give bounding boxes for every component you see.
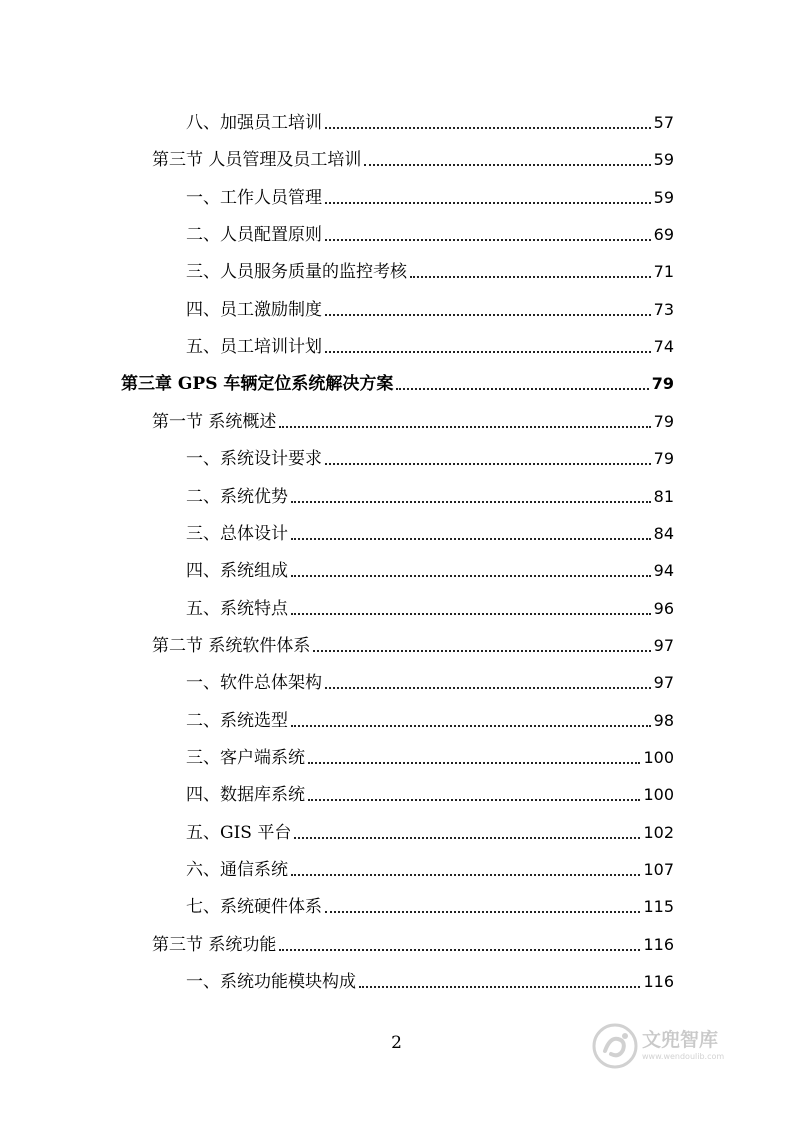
toc-entry[interactable] xyxy=(186,440,674,470)
toc-entry-page: 115 xyxy=(643,897,674,917)
toc-entry[interactable] xyxy=(186,328,674,358)
toc-entry[interactable] xyxy=(186,179,674,209)
toc-entry[interactable] xyxy=(152,141,674,171)
toc-entry[interactable] xyxy=(186,253,674,283)
toc-entry-title: 第三章 GPS 车辆定位系统解决方案 xyxy=(121,374,394,395)
toc-entry-page: 79 xyxy=(653,411,674,431)
toc-entry[interactable] xyxy=(186,664,674,694)
toc-entry[interactable] xyxy=(152,403,674,433)
toc-entry-title: 四、数据库系统 xyxy=(186,785,305,806)
toc-entry-title: 五、员工培训计划 xyxy=(186,337,322,358)
toc-leader-dots xyxy=(291,874,640,876)
toc-leader-dots xyxy=(364,164,650,166)
toc-entry-page: 79 xyxy=(653,449,674,469)
toc-entry-title: 二、系统优势 xyxy=(186,486,288,507)
toc-entry-title: 一、系统功能模块构成 xyxy=(186,972,356,993)
toc-entry-page: 107 xyxy=(643,860,674,879)
toc-entry-page: 96 xyxy=(653,598,674,618)
toc-leader-dots xyxy=(325,463,651,465)
toc-entry[interactable] xyxy=(186,478,674,508)
toc-entry[interactable] xyxy=(186,814,674,844)
toc-entry-title: 三、总体设计 xyxy=(186,523,288,544)
toc-entry[interactable] xyxy=(186,291,674,321)
toc-entry-page: 81 xyxy=(653,486,674,506)
toc-entry[interactable] xyxy=(186,851,674,881)
toc-entry-title: 四、系统组成 xyxy=(186,561,288,582)
toc-entry-title: 八、加强员工培训 xyxy=(186,113,322,133)
toc-entry-title: 五、系统特点 xyxy=(186,598,288,619)
toc-leader-dots xyxy=(410,276,651,278)
toc-entry-title: 一、系统设计要求 xyxy=(186,449,322,470)
toc-entry-page: 71 xyxy=(653,262,674,282)
toc-entry[interactable] xyxy=(186,216,674,246)
toc-entry-title: 二、人员配置原则 xyxy=(186,225,322,246)
page-number: 2 xyxy=(391,1033,402,1053)
toc-entry-title: 第一节 系统概述 xyxy=(152,411,277,432)
toc-entry-page: 73 xyxy=(653,299,674,319)
toc-entry-title: 第三节 系统功能 xyxy=(152,934,277,955)
toc-entry[interactable] xyxy=(186,888,674,918)
toc-entry[interactable] xyxy=(186,515,674,545)
toc-entry-page: 116 xyxy=(643,934,674,954)
toc-entry-page: 59 xyxy=(653,187,674,207)
toc-leader-dots xyxy=(325,687,651,689)
toc-leader-dots xyxy=(308,762,640,764)
toc-entry-page: 98 xyxy=(653,710,674,730)
toc-entry-title: 第三节 人员管理及员工培训 xyxy=(152,150,362,171)
toc-entry-page: 100 xyxy=(643,747,674,767)
watermark-name: 文兜智库 xyxy=(642,1029,719,1051)
toc-leader-dots xyxy=(279,426,650,428)
toc-entry-page: 84 xyxy=(653,523,674,543)
toc-entry-page: 59 xyxy=(653,150,674,170)
watermark-url: www.wendoulib.com xyxy=(642,1052,725,1061)
toc-entry[interactable] xyxy=(186,702,674,732)
toc-entry[interactable] xyxy=(186,104,674,134)
toc-entry[interactable] xyxy=(186,776,674,806)
toc-entry-page: 69 xyxy=(653,225,674,245)
toc-entry-title: 二、系统选型 xyxy=(186,710,288,731)
toc-entry-page: 116 xyxy=(643,972,674,992)
toc-entry-title: 四、员工激励制度 xyxy=(186,299,322,320)
toc-entry-page: 94 xyxy=(653,561,674,581)
toc-entry[interactable] xyxy=(186,590,674,620)
toc-entry-title: 五、GIS 平台 xyxy=(186,822,292,843)
toc-leader-dots xyxy=(325,314,651,316)
toc-entry[interactable] xyxy=(186,552,674,582)
toc-leader-dots xyxy=(325,239,651,241)
toc-leader-dots xyxy=(294,837,640,839)
toc-entry-title: 一、工作人员管理 xyxy=(186,187,322,208)
toc-entry-title: 六、通信系统 xyxy=(186,860,288,880)
toc-leader-dots xyxy=(359,986,640,988)
watermark xyxy=(592,1022,762,1070)
toc-entry-page: 74 xyxy=(653,337,674,357)
toc-leader-dots xyxy=(291,613,651,615)
toc-entry[interactable] xyxy=(186,963,674,993)
toc-leader-dots xyxy=(325,351,651,353)
toc-leader-dots xyxy=(291,538,651,540)
toc-leader-dots xyxy=(396,388,648,390)
watermark-logo-icon xyxy=(592,1023,638,1069)
toc-entry-page: 97 xyxy=(653,673,674,693)
toc-entry-page: 102 xyxy=(643,822,674,842)
toc-leader-dots xyxy=(325,911,640,913)
toc-leader-dots xyxy=(291,575,651,577)
toc-leader-dots xyxy=(308,799,640,801)
toc-entry-title: 三、客户端系统 xyxy=(186,747,305,768)
toc-entry-title: 七、系统硬件体系 xyxy=(186,897,322,918)
toc-leader-dots xyxy=(291,501,651,503)
toc-entry[interactable] xyxy=(152,627,674,657)
toc-leader-dots xyxy=(325,127,651,129)
toc-entry[interactable] xyxy=(186,739,674,769)
toc-entry-page: 79 xyxy=(651,374,674,394)
toc-entry-page: 57 xyxy=(653,113,674,132)
toc-entry-page: 100 xyxy=(643,785,674,805)
toc-leader-dots xyxy=(291,725,651,727)
toc-entry-title: 三、人员服务质量的监控考核 xyxy=(186,262,407,283)
toc-leader-dots xyxy=(325,202,651,204)
toc-leader-dots xyxy=(313,650,650,652)
toc-entry-title: 一、软件总体架构 xyxy=(186,673,322,694)
toc-entry[interactable] xyxy=(152,926,674,956)
toc-entry-title: 第二节 系统软件体系 xyxy=(152,635,311,656)
toc-entry-page: 97 xyxy=(653,635,674,655)
toc-leader-dots xyxy=(279,949,640,951)
toc-entry[interactable] xyxy=(121,365,674,395)
